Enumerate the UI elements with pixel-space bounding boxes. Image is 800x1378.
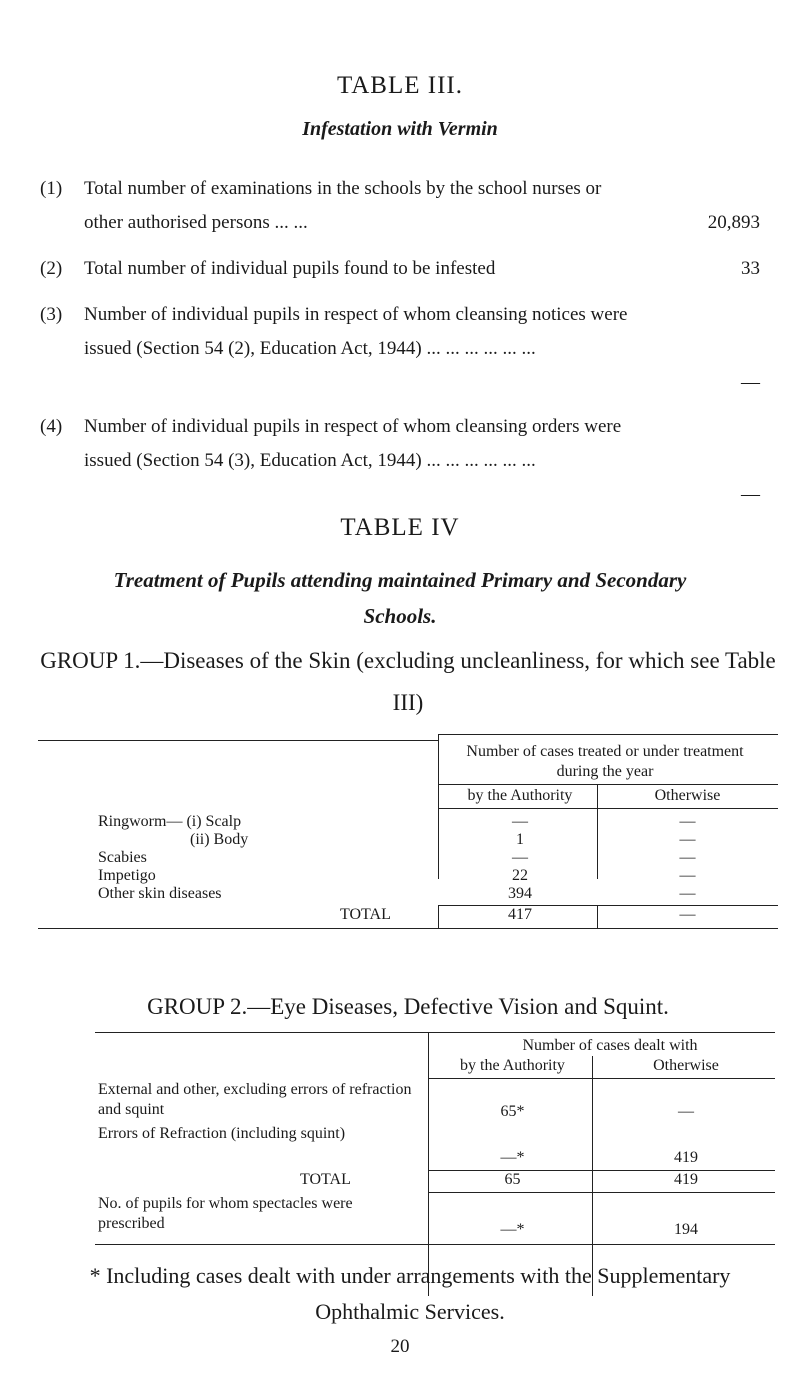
group2-total-authority: 65 [504,1171,521,1188]
item-text: Total number of examinations in the schools by the school nurses or other authorised persons ... ... [84,178,602,233]
group2-col-otherwise: Otherwise [653,1057,719,1074]
rule [428,1192,775,1193]
cell-otherwise: — [679,831,696,848]
cell-authority: 1 [516,831,524,848]
cell-otherwise: — [679,867,696,884]
row-label: (ii) Body [190,831,249,848]
rule [597,905,598,929]
cell-authority: 22 [512,867,528,884]
group2-heading: GROUP 2.—Eye Diseases, Defective Vision and Squint. [147,994,669,1019]
item-value: — [741,484,760,505]
rule [95,1244,775,1245]
page-number: 20 [390,1336,410,1357]
group2-total-label: TOTAL [300,1171,351,1188]
footnote: * Including cases dealt with under arrangements with the Supplementary Ophthalmic Services. [89,1263,731,1324]
item-number: (3) [40,304,63,325]
rule [428,1032,429,1296]
rule [597,784,598,879]
group2-row1-label: External and other, excluding errors of refraction and squint [98,1081,412,1118]
rule [38,740,438,741]
group2-col-header: Number of cases dealt with [522,1037,698,1054]
rule [438,734,778,735]
row-label: Impetigo [98,867,156,884]
group2-row3-authority: —* [500,1221,525,1238]
rule [95,1032,775,1033]
table4-subtitle: Treatment of Pupils attending maintained Primary and Secondary Schools. [113,568,687,628]
group2-row1-otherwise: — [678,1103,694,1120]
cell-otherwise: — [679,885,696,902]
cell-authority: — [512,813,528,830]
group2-row2-authority: —* [500,1149,525,1166]
item-text: Total number of individual pupils found to be infested [84,258,496,279]
item-value: 33 [741,258,760,279]
rule [438,734,439,879]
rule [438,808,778,809]
group2-row2-label: Errors of Refraction (including squint) [98,1125,346,1142]
total-otherwise: — [679,906,696,923]
rule [38,928,778,929]
cell-otherwise: — [679,849,696,866]
table3-subtitle: Infestation with Vermin [302,118,498,140]
group2-row1-authority: 65* [500,1103,525,1120]
total-label: TOTAL [340,906,391,923]
rule [428,1078,775,1079]
item-value: — [741,372,760,393]
rule [438,784,778,785]
item-number: (1) [40,178,63,199]
item-number: (2) [40,258,63,279]
group2-row2-otherwise: 419 [674,1149,698,1166]
group2-col-authority: by the Authority [460,1057,565,1074]
group2-total-otherwise: 419 [674,1171,698,1188]
group2-row3-otherwise: 194 [674,1221,698,1238]
cell-otherwise: — [679,813,696,830]
group2-row3-label: No. of pupils for whom spectacles were prescribed [98,1195,353,1232]
row-label: Ringworm— (i) Scalp [98,813,242,830]
cell-authority: — [512,849,528,866]
table3-title: TABLE III. [336,72,463,99]
group1-col-header: Number of cases treated or under treatment during the year [466,743,744,780]
item-value: 20,893 [707,212,760,233]
total-authority: 417 [508,906,532,923]
rule [438,905,439,929]
group1-heading: GROUP 1.—Diseases of the Skin (excluding uncleanliness, for which see Table III) [40,648,776,715]
item-number: (4) [40,416,63,437]
group1-col-authority: by the Authority [467,787,573,804]
row-label: Scabies [98,849,147,866]
item-text: Number of individual pupils in respect of whom cleansing notices were issued (Section 54 (2), Education Act, 1944) ... ... ... ... ... ... [84,304,628,359]
item-text: Number of individual pupils in respect of whom cleansing orders were issued (Section 54 (3), Education Act, 1944) ... ... ... ... ... ... [84,416,622,471]
cell-authority: 394 [508,885,532,902]
group1-col-otherwise: Otherwise [654,787,721,804]
row-label: Other skin diseases [98,885,222,902]
table4-title: TABLE IV [340,514,460,541]
